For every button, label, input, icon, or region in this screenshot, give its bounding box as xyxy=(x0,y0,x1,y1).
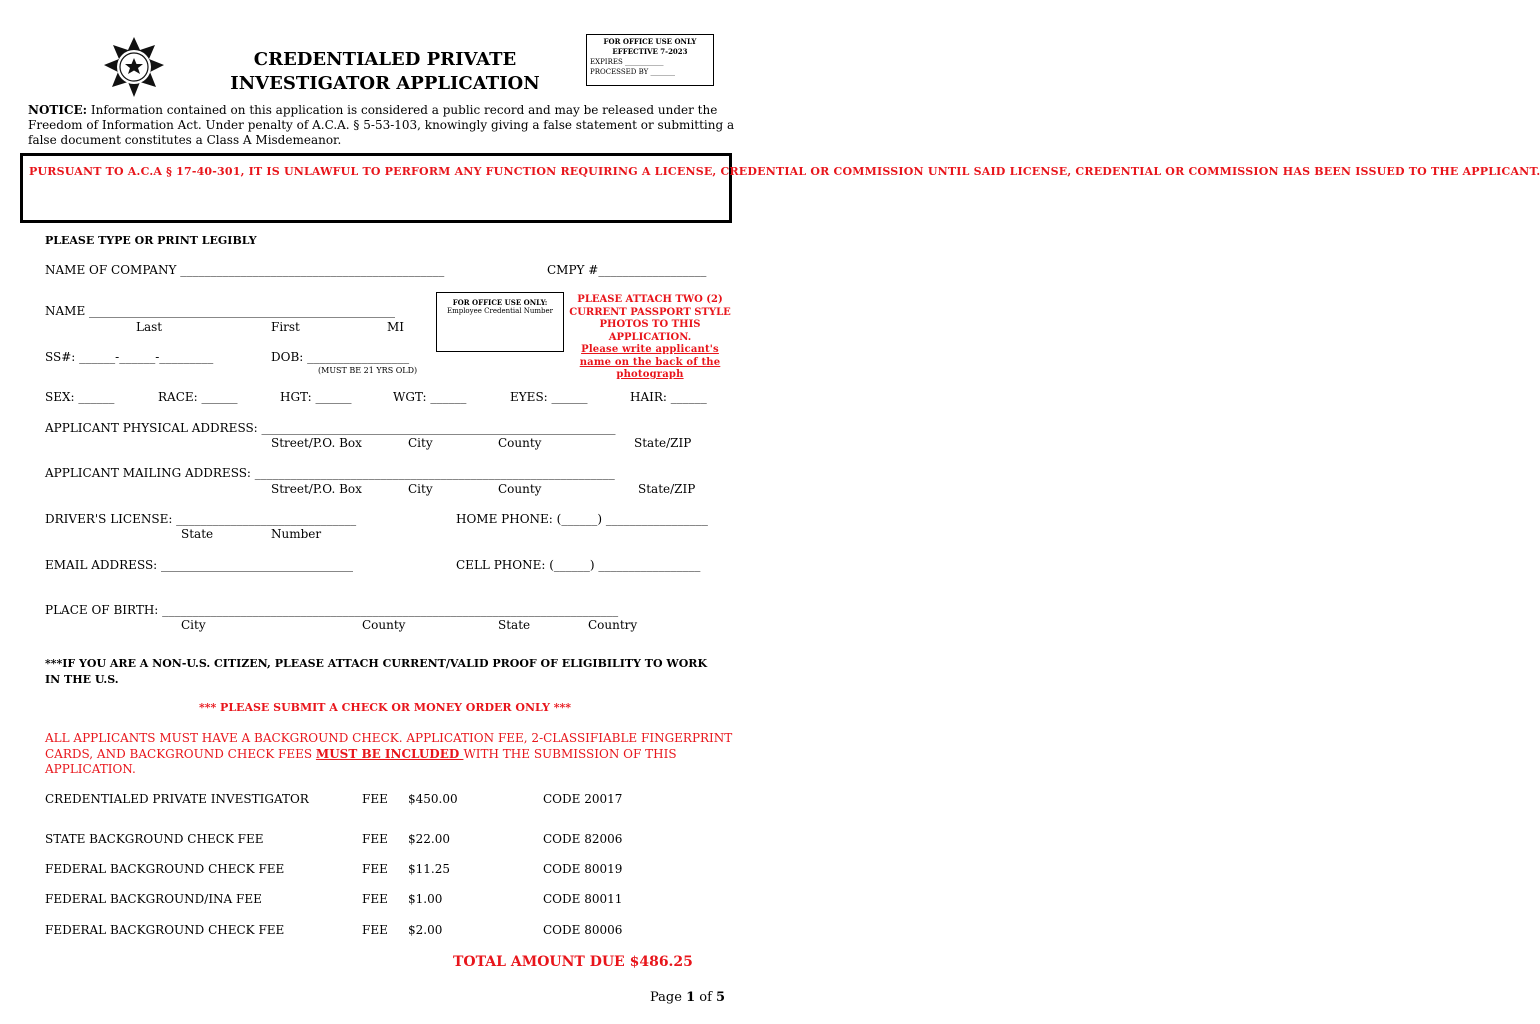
height-field[interactable]: HGT: ______ xyxy=(280,390,352,404)
physical-city-caption: City xyxy=(408,436,433,450)
birth-city-caption: City xyxy=(181,618,206,632)
fee-caption: FEE xyxy=(362,792,388,806)
race-field[interactable]: RACE: ______ xyxy=(158,390,238,404)
photo-note-back: Please write applicant's name on the back of the photograph xyxy=(579,344,721,380)
employee-credential-box xyxy=(436,292,564,352)
notice-text: Information contained on this application is considered a public record and may be released under the Freedom of Information Act. Under penalty of A.C.A. § 5-53-103, knowingly giving a false statement or submitting a false document constitutes a Class A Misdemeanor. xyxy=(28,103,735,147)
fee-label: FEDERAL BACKGROUND/INA FEE xyxy=(45,892,262,906)
background-note-after: WITH THE SUBMISSION OF THIS APPLICATION. xyxy=(45,746,677,776)
fee-caption: FEE xyxy=(362,832,388,846)
state-police-seal-logo xyxy=(100,36,168,98)
birth-place-field[interactable]: PLACE OF BIRTH: ____________________________________________________________________________ xyxy=(45,603,619,617)
sex-field[interactable]: SEX: ______ xyxy=(45,390,115,404)
page-prefix: Page xyxy=(650,990,687,1005)
hair-field[interactable]: HAIR: ______ xyxy=(630,390,707,404)
birth-country-caption: Country xyxy=(588,618,638,632)
fee-code: CODE 82006 xyxy=(543,832,623,846)
name-mi-caption: MI xyxy=(387,320,405,334)
home-phone-field[interactable]: HOME PHONE: (______) _________________ xyxy=(456,512,708,526)
fee-code: CODE 20017 xyxy=(543,792,623,806)
weight-field[interactable]: WGT: ______ xyxy=(393,390,467,404)
mailing-street-caption: Street/P.O. Box xyxy=(271,482,362,496)
photo-note-main: PLEASE ATTACH TWO (2) CURRENT PASSPORT STYLE PHOTOS TO THIS APPLICATION. xyxy=(569,294,731,343)
fee-caption: FEE xyxy=(362,862,388,876)
title-line-2: INVESTIGATOR APPLICATION xyxy=(230,73,540,94)
fee-amount: $11.25 xyxy=(408,862,450,876)
mailing-city-caption: City xyxy=(408,482,433,496)
fee-caption: FEE xyxy=(362,923,388,937)
physical-statezip-caption: State/ZIP xyxy=(634,436,692,450)
page-of: of xyxy=(695,990,717,1005)
notice-paragraph xyxy=(28,103,740,148)
cell-phone-field[interactable]: CELL PHONE: (______) _________________ xyxy=(456,558,701,572)
page-number xyxy=(650,990,725,1005)
company-name-field[interactable]: NAME OF COMPANY ____________________________________________ xyxy=(45,263,445,277)
ssn-field[interactable]: SS#: ______-______-_________ xyxy=(45,350,214,364)
mailing-county-caption: County xyxy=(498,482,542,496)
dl-number-caption: Number xyxy=(271,527,322,541)
physical-county-caption: County xyxy=(498,436,542,450)
fee-amount: $450.00 xyxy=(408,792,458,806)
office-use-heading: FOR OFFICE USE ONLY xyxy=(603,37,697,46)
instruction: PLEASE TYPE OR PRINT LEGIBLY xyxy=(45,234,257,247)
mailing-statezip-caption: State/ZIP xyxy=(638,482,696,496)
company-number-field[interactable]: CMPY #__________________ xyxy=(547,263,707,277)
page-total: 5 xyxy=(716,990,726,1005)
office-use-box xyxy=(586,34,714,86)
background-note-emphasis: MUST BE INCLUDED xyxy=(315,746,464,761)
office-use-expires: EXPIRES ___________ xyxy=(590,58,664,66)
notice-label: NOTICE: xyxy=(28,103,88,117)
fee-code: CODE 80006 xyxy=(543,923,623,937)
birth-state-caption: State xyxy=(498,618,531,632)
fee-amount: $1.00 xyxy=(408,892,443,906)
warning-text: PURSUANT TO A.C.A § 17-40-301, IT IS UNLAWFUL TO PERFORM ANY FUNCTION REQUIRING A LICENSE, CREDENTIAL OR COMMISSION UNTIL SAID LICENSE, CREDENTIAL OR COMMISSION HAS BEEN ISSUED TO THE APPLICANT. xyxy=(29,165,1540,178)
total-amount-due: TOTAL AMOUNT DUE $486.25 xyxy=(453,954,693,970)
mailing-address-field[interactable]: APPLICANT MAILING ADDRESS: ____________________________________________________________ xyxy=(45,466,615,480)
office-use-effective: EFFECTIVE 7-2023 xyxy=(612,47,688,56)
dob-note: (MUST BE 21 YRS OLD) xyxy=(318,366,418,375)
check-note: *** PLEASE SUBMIT A CHECK OR MONEY ORDER ONLY *** xyxy=(198,701,572,714)
fee-amount: $22.00 xyxy=(408,832,450,846)
citizen-note: ***IF YOU ARE A NON-U.S. CITIZEN, PLEASE ATTACH CURRENT/VALID PROOF OF ELIGIBILITY TO WORK IN THE U.S. xyxy=(45,657,707,686)
background-note-before: ALL APPLICANTS MUST HAVE A BACKGROUND CHECK. APPLICATION FEE, 2-CLASSIFIABLE FINGERPRINT CARDS, AND BACKGROUND CHECK FEES xyxy=(45,731,733,761)
fee-code: CODE 80019 xyxy=(543,862,623,876)
office-use-processed: PROCESSED BY _______ xyxy=(590,68,675,76)
page-current: 1 xyxy=(686,990,696,1005)
name-first-caption: First xyxy=(271,320,300,334)
title-line-1: CREDENTIALED PRIVATE xyxy=(253,49,517,70)
page-title xyxy=(200,48,570,96)
fee-amount: $2.00 xyxy=(408,923,443,937)
physical-address-field[interactable]: APPLICANT PHYSICAL ADDRESS: ___________________________________________________________ xyxy=(45,421,616,435)
dob-field[interactable]: DOB: _________________ xyxy=(271,350,410,364)
drivers-license-field[interactable]: DRIVER'S LICENSE: ______________________________ xyxy=(45,512,357,526)
fee-label: FEDERAL BACKGROUND CHECK FEE xyxy=(45,862,285,876)
birth-county-caption: County xyxy=(362,618,406,632)
applicant-name-field[interactable]: NAME ___________________________________________________ xyxy=(45,304,396,318)
fee-code: CODE 80011 xyxy=(543,892,623,906)
photo-instructions xyxy=(568,294,732,382)
background-check-note xyxy=(45,731,735,778)
employee-box-sub: Employee Credential Number xyxy=(446,307,554,315)
fee-label: FEDERAL BACKGROUND CHECK FEE xyxy=(45,923,285,937)
fee-label: CREDENTIALED PRIVATE INVESTIGATOR xyxy=(45,792,309,806)
fee-label: STATE BACKGROUND CHECK FEE xyxy=(45,832,264,846)
dl-state-caption: State xyxy=(181,527,214,541)
employee-box-heading: FOR OFFICE USE ONLY: xyxy=(452,298,548,307)
fee-caption: FEE xyxy=(362,892,388,906)
eyes-field[interactable]: EYES: ______ xyxy=(510,390,588,404)
warning-box xyxy=(20,153,1540,223)
email-field[interactable]: EMAIL ADDRESS: ________________________________ xyxy=(45,558,354,572)
name-last-caption: Last xyxy=(136,320,163,334)
physical-street-caption: Street/P.O. Box xyxy=(271,436,362,450)
